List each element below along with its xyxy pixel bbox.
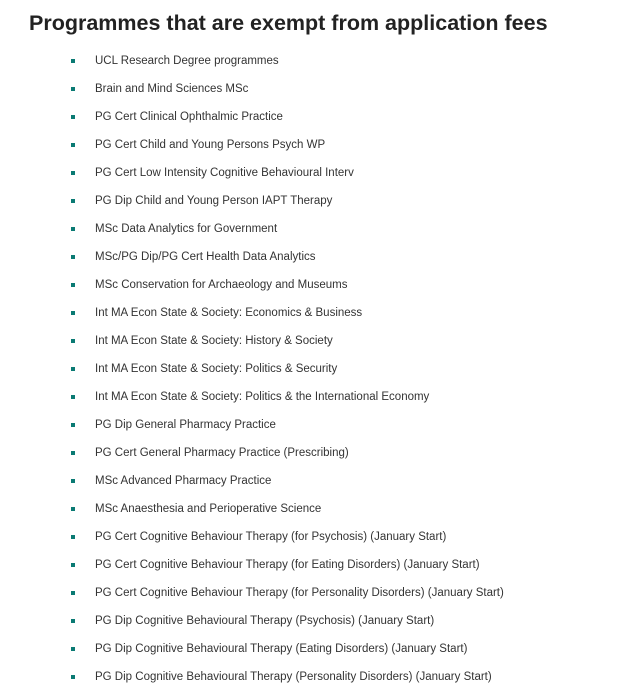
bullet-icon xyxy=(71,563,75,567)
programme-label: PG Cert Child and Young Persons Psych WP xyxy=(95,139,326,151)
programme-label: Brain and Mind Sciences MSc xyxy=(95,83,249,95)
list-item xyxy=(0,75,640,103)
bullet-icon xyxy=(71,395,75,399)
bullet-icon xyxy=(71,59,75,63)
list-item xyxy=(0,523,640,551)
bullet-icon xyxy=(71,479,75,483)
list-item xyxy=(0,271,640,299)
list-item xyxy=(0,383,640,411)
programme-label: PG Dip Cognitive Behavioural Therapy (Personality Disorders) (January Start) xyxy=(95,671,492,683)
list-item xyxy=(0,467,640,495)
programme-label: Int MA Econ State & Society: History & Society xyxy=(95,335,333,347)
list-item xyxy=(0,579,640,607)
bullet-icon xyxy=(71,255,75,259)
bullet-icon xyxy=(71,507,75,511)
programme-label: MSc Advanced Pharmacy Practice xyxy=(95,475,272,487)
bullet-icon xyxy=(71,87,75,91)
list-item xyxy=(0,131,640,159)
bullet-icon xyxy=(71,227,75,231)
programme-label: MSc Conservation for Archaeology and Museums xyxy=(95,279,348,291)
bullet-icon xyxy=(71,199,75,203)
programme-label: PG Cert Clinical Ophthalmic Practice xyxy=(95,111,283,123)
list-item xyxy=(0,299,640,327)
list-item xyxy=(0,327,640,355)
programme-label: MSc Data Analytics for Government xyxy=(95,223,278,235)
list-item xyxy=(0,215,640,243)
programme-label: PG Dip Child and Young Person IAPT Therapy xyxy=(95,195,333,207)
bullet-icon xyxy=(71,423,75,427)
programme-label: PG Cert Cognitive Behaviour Therapy (for Psychosis) (January Start) xyxy=(95,531,447,543)
programme-label: PG Dip Cognitive Behavioural Therapy (Eating Disorders) (January Start) xyxy=(95,643,468,655)
programme-label: PG Cert Low Intensity Cognitive Behavioural Interv xyxy=(95,167,354,179)
bullet-icon xyxy=(71,675,75,679)
programme-label: Int MA Econ State & Society: Economics & Business xyxy=(95,307,363,319)
programme-label: PG Dip Cognitive Behavioural Therapy (Psychosis) (January Start) xyxy=(95,615,435,627)
programme-label: Int MA Econ State & Society: Politics & Security xyxy=(95,363,338,375)
list-item xyxy=(0,411,640,439)
list-item xyxy=(0,187,640,215)
list-item xyxy=(0,635,640,663)
list-item xyxy=(0,103,640,131)
bullet-icon xyxy=(71,171,75,175)
bullet-icon xyxy=(71,647,75,651)
bullet-icon xyxy=(71,619,75,623)
list-item xyxy=(0,355,640,383)
list-item xyxy=(0,607,640,635)
programme-label: PG Cert Cognitive Behaviour Therapy (for Personality Disorders) (January Start) xyxy=(95,587,504,599)
list-item xyxy=(0,439,640,467)
programme-label: PG Cert Cognitive Behaviour Therapy (for Eating Disorders) (January Start) xyxy=(95,559,480,571)
programme-label: PG Cert General Pharmacy Practice (Prescribing) xyxy=(95,447,349,459)
programme-label: Int MA Econ State & Society: Politics & the International Economy xyxy=(95,391,430,403)
programme-label: MSc/PG Dip/PG Cert Health Data Analytics xyxy=(95,251,316,263)
list-item xyxy=(0,495,640,523)
programme-list xyxy=(0,47,640,691)
page-title: Programmes that are exempt from application fees xyxy=(29,11,548,35)
list-item xyxy=(0,159,640,187)
bullet-icon xyxy=(71,367,75,371)
bullet-icon xyxy=(71,451,75,455)
list-item xyxy=(0,663,640,691)
bullet-icon xyxy=(71,115,75,119)
list-item xyxy=(0,47,640,75)
bullet-icon xyxy=(71,311,75,315)
bullet-icon xyxy=(71,339,75,343)
bullet-icon xyxy=(71,535,75,539)
programme-label: PG Dip General Pharmacy Practice xyxy=(95,419,276,431)
bullet-icon xyxy=(71,591,75,595)
list-item xyxy=(0,551,640,579)
list-item xyxy=(0,243,640,271)
programme-label: UCL Research Degree programmes xyxy=(95,55,279,67)
bullet-icon xyxy=(71,283,75,287)
bullet-icon xyxy=(71,143,75,147)
programme-label: MSc Anaesthesia and Perioperative Science xyxy=(95,503,322,515)
